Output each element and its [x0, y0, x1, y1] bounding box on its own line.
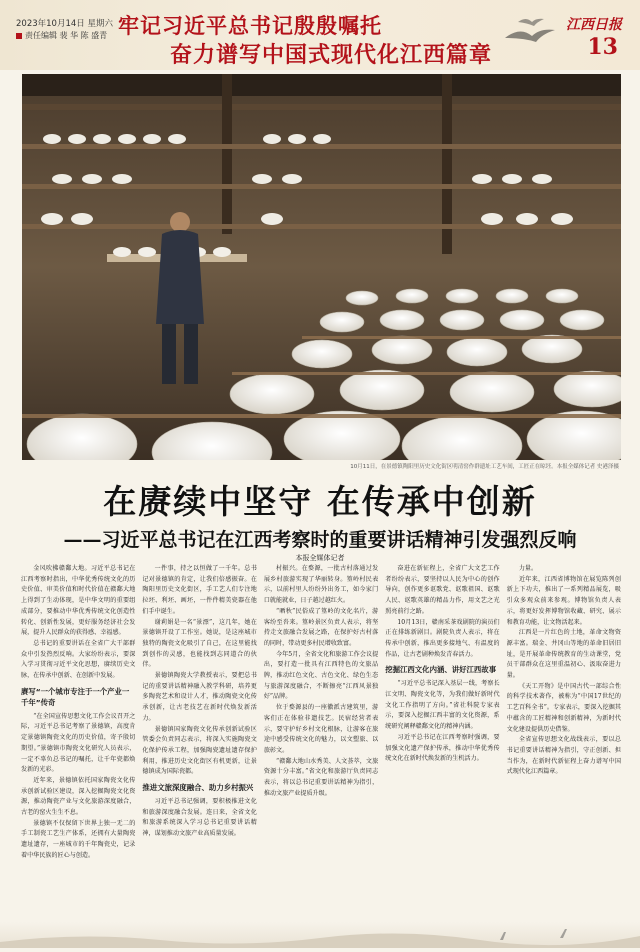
- page-number: 13: [587, 34, 618, 60]
- paragraph: 景德镇不仅保留下世界上独一无二的手工制瓷工艺生产体系，还拥有大量陶瓷遗址遗存，一座城市的千年陶瓷史，记录着中华民族的匠心与创造。: [21, 819, 136, 859]
- crane-decoration-icon: [0, 922, 640, 948]
- byline: 本报全媒体记者: [295, 554, 345, 562]
- paragraph: 江西是一片红色的土地，革命文物资源丰富。瑞金、井冈山等地的革命旧居旧址，是开展革命传统教育的生动课堂，党员干部群众在这里重温初心、汲取奋进力量。: [506, 629, 622, 680]
- paragraph: 总书记的重要讲话在全省广大干部群众中引发热烈反响。大家纷纷表示，要深入学习贯彻习近平文化思想，赓续历史文脉，在传承中创新、在创新中发展。: [21, 639, 136, 680]
- article-column: [264, 564, 378, 924]
- issue-date: 2023年10月14日 星期六: [16, 19, 113, 29]
- sub-headline: ——习近平总书记在江西考察时的重要讲话精神引发强烈反响: [63, 529, 577, 551]
- article-column: [385, 564, 499, 924]
- masthead: [0, 0, 640, 70]
- editor-names: 责任编辑 裴 华 陈 盛青: [25, 31, 108, 40]
- paragraph: 习近平总书记强调，要积极推进文化和旅游深度融合发展。连日来，全省文化和旅游系统深入学习总书记重要讲话精神，谋划推动文旅产业高质量发展。: [142, 798, 257, 838]
- paragraph: 奋进在新征程上，全省广大文艺工作者纷纷表示，要坚持以人民为中心的创作导向，创作更多讴歌党、讴歌祖国、讴歌人民、讴歌英雄的精品力作，用文艺之光照亮前行之路。: [385, 565, 500, 615]
- editor-line: [16, 30, 113, 42]
- paragraph: 一件事，持之以恒做了一千年。总书记对景德镇的肯定，让我们倍感振奋。在陶阳里历史文化街区，手工艺人们专注地拉坯、利坯、画坯，一件件精美瓷器在他们手中诞生。: [142, 565, 257, 615]
- section-subheading: 赓写“一个城市专注于一个产业一千年”传奇: [21, 686, 130, 707]
- paragraph: 谢莉娟是一名“景漂”，这几年，她在景德镇开设了工作室。她说，是这座城市独特的陶瓷文化吸引了自己，在这里能找到创作的灵感，也能找到志同道合的伙伴。: [142, 618, 257, 669]
- article-column: [507, 564, 621, 924]
- article-column: [21, 564, 135, 924]
- paragraph: “习近平总书记深入基层一线，考察长江文明、陶瓷文化等，为我们做好新时代文化工作指明了方向。”省社科院专家表示，要深入挖掘江西丰富的文化资源，系统研究阐释赣鄱文化的精神内涵。: [385, 680, 500, 731]
- lead-photo: [22, 74, 621, 460]
- column-title-line2: 奋力谱写中国式现代化江西篇章: [170, 42, 493, 68]
- section-subheading: 挖掘江西文化内涵、讲好江西故事: [385, 665, 497, 675]
- paragraph: 力量。: [518, 565, 538, 572]
- photo-caption: 10月11日，在景德镇陶阳里历史文化街区明清窑作群遗址工艺车间，工匠正在晾坯。本报全媒体记者 史港泽摄: [350, 464, 619, 470]
- paragraph: “晒秋”民俗成了篁岭的文化名片，游客纷至沓来。篁岭景区负责人表示，将坚持走文旅融合发展之路，在保护好古村落的同时，带动更多村民增收致富。: [263, 607, 379, 647]
- paragraph: “赣鄱大地山水秀美、人文荟萃，文旅资源十分丰富。”省文化和旅游厅负责同志表示，将以总书记重要讲话精神为指引，推动文旅产业提质升级。: [263, 757, 379, 797]
- main-headline: 在赓续中坚守 在传承中创新: [103, 482, 537, 521]
- paragraph: 近年来，景德镇依托国家陶瓷文化传承创新试验区建设，深入挖掘陶瓷文化资源，推动陶瓷产业与文化旅游深度融合，古老的窑火生生不息。: [21, 776, 136, 817]
- paragraph: 近年来，江西省博物馆在展览陈列创新上下功夫，推出了一系列精品展览，吸引众多观众前来参观。博物馆负责人表示，将更好发挥博物馆收藏、研究、展示和教育功能，让文物活起来。: [506, 575, 622, 626]
- paragraph: 10月13日，赣南采茶戏剧院的演员们正在排练新剧目。剧院负责人表示，将在传承中创新，推出更多接地气、有温度的作品，让古老剧种焕发青春活力。: [385, 618, 500, 658]
- article-column: [142, 564, 256, 924]
- paragraph: 景德镇陶瓷大学教授表示，要把总书记的重要讲话精神融入教学科研，培养更多陶瓷艺术和设计人才，推动陶瓷文化传承创新，让古老技艺在新时代焕发新活力。: [142, 672, 257, 722]
- masthead-meta: [16, 18, 113, 42]
- footer-decoration: [0, 922, 640, 948]
- paragraph: 今年5月，全省文化和旅游工作会议提出，要打造一批具有江西特色的文旅品牌，推动红色文化、古色文化、绿色生态与旅游深度融合，不断擦亮“江西风景独好”品牌。: [263, 650, 379, 701]
- paragraph: 习近平总书记在江西考察时强调，要加强文化遗产保护传承，推动中华优秀传统文化在新时代焕发新的生机活力。: [385, 733, 500, 763]
- paragraph: “在全国宣传思想文化工作会议召开之际，习近平总书记考察了景德镇，高度肯定景德镇陶瓷文化的历史价值，寄予殷切期望。”景德镇市陶瓷文化研究人员表示，一定不辜负总书记的嘱托，让千年瓷都焕发新的光彩。: [21, 712, 136, 774]
- newspaper-logo: 江西日报: [566, 17, 622, 33]
- paragraph: 金风吹拂赣鄱大地。习近平总书记在江西考察时指出，中华优秀传统文化的历史价值、审美价值和时代价值在赣鄱大地上得到了生动体现，是中华文明的重要组成部分，要推动中华优秀传统文化创造性转化、创新性发展，更好服务经济社会发展，提升人民群众的获得感、幸福感。: [21, 565, 136, 637]
- red-square-icon: [16, 33, 22, 39]
- paragraph: 《天工开物》是中国古代一部综合性的科学技术著作，被称为“中国17世纪的工艺百科全书”。专家表示，要深入挖掘其中蕴含的工匠精神和创新精神，为新时代文化建设提供历史借鉴。: [506, 682, 622, 733]
- column-title-line1: 牢记习近平总书记殷殷嘱托: [118, 13, 382, 38]
- article-body: [21, 564, 621, 924]
- workshop-photo-illustration: [22, 74, 621, 460]
- paragraph: 景德镇国家陶瓷文化传承创新试验区管委会负责同志表示，将深入实施陶瓷文化保护传承工程，加强陶瓷遗址遗存保护利用，推进历史文化街区有机更新，让景德镇成为国际瓷都。: [142, 725, 257, 776]
- paragraph: 全省宣传思想文化战线表示，要以总书记重要讲话精神为指引，守正创新、担当作为，在新时代新征程上奋力谱写中国式现代化江西篇章。: [506, 736, 622, 776]
- paragraph: 村振兴。在婺源，一批古村落通过发展乡村旅游实现了华丽转身。篁岭村民表示，以前村里人纷纷外出务工，如今家门口就能就业，日子越过越红火。: [263, 565, 379, 605]
- paragraph: 位于婺源县的一座徽派古建筑里，游客们正在体验非遗技艺。民宿经营者表示，要守护好乡村文化根脉，让游客在旅途中感受传统文化的魅力，以文塑旅、以旅彰文。: [263, 704, 379, 754]
- section-subheading: 推进文旅深度融合、助力乡村振兴: [142, 783, 254, 793]
